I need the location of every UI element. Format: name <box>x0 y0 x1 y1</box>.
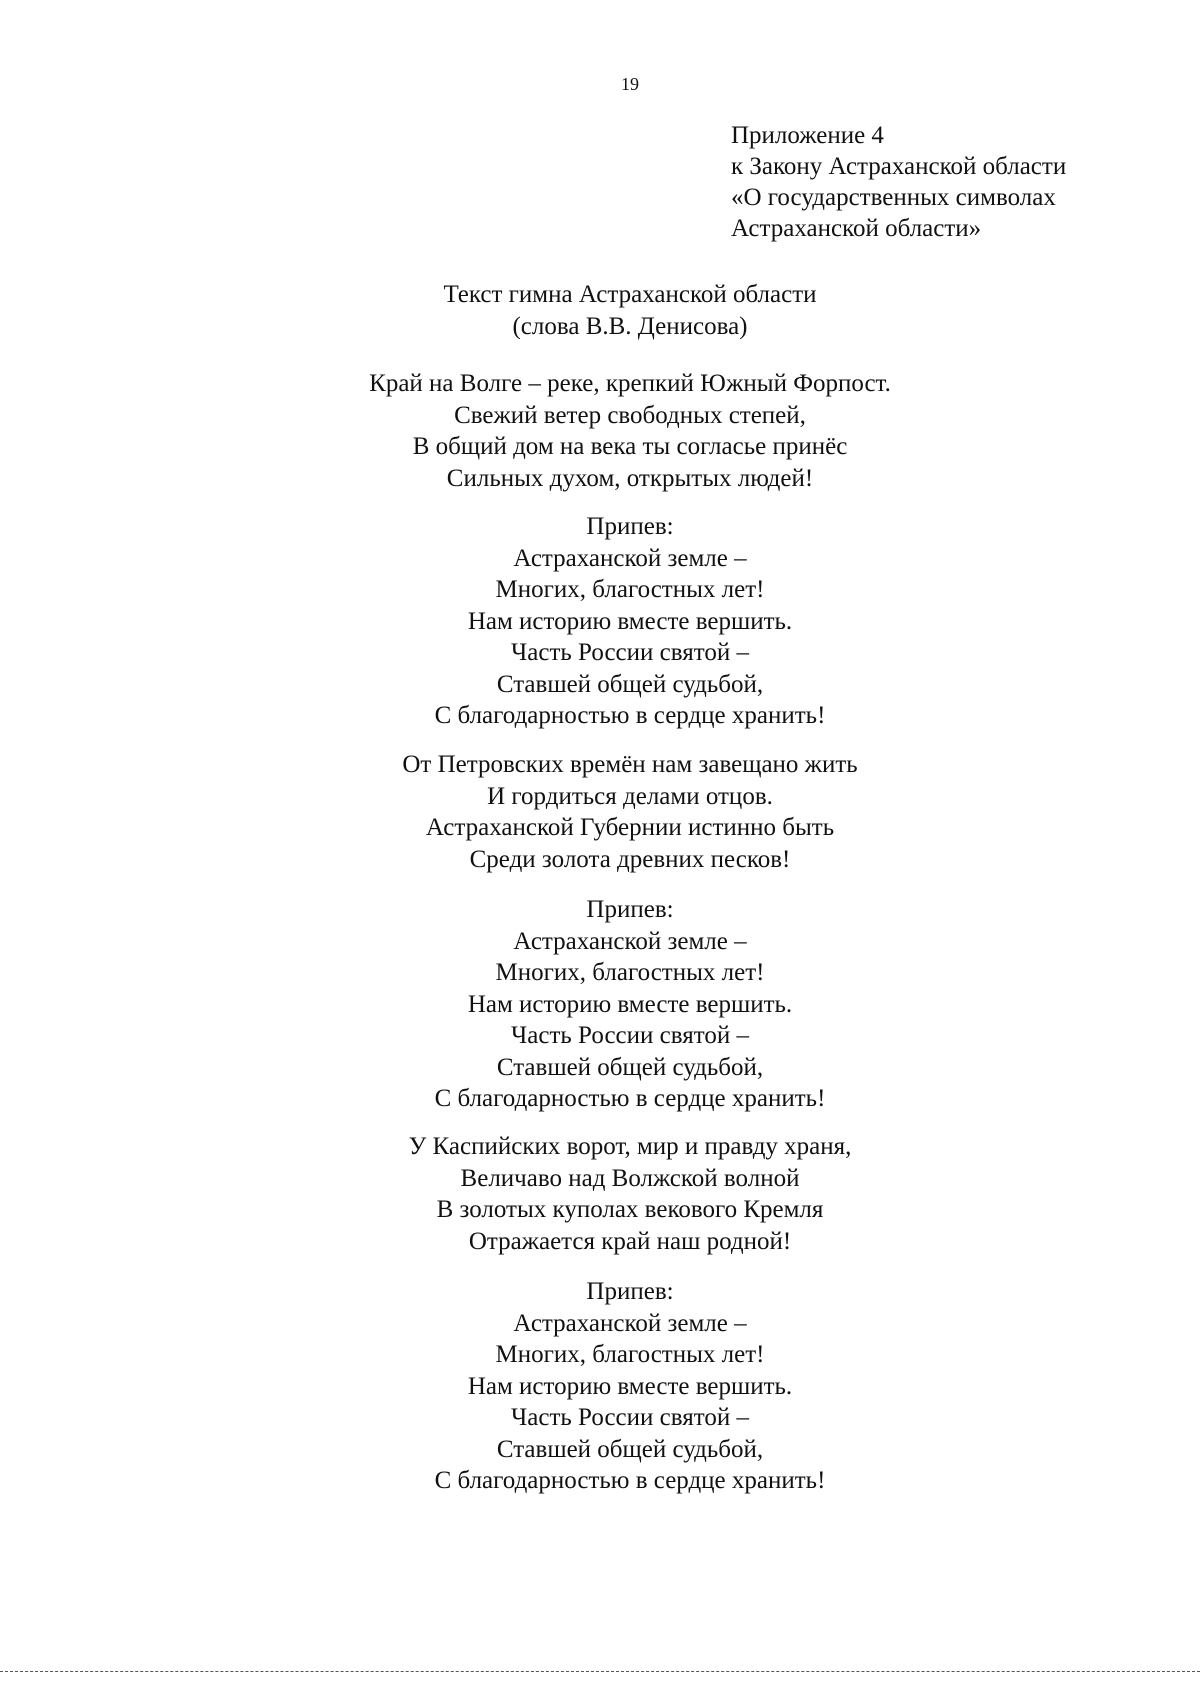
chorus-line: Ставшей общей судьбой, <box>496 1435 764 1463</box>
anthem-title <box>330 279 930 342</box>
chorus-2 <box>330 894 930 1115</box>
verse-line: Астраханской Губернии истинно быть <box>425 814 835 841</box>
verse-line: Отражается край наш родной! <box>468 1227 792 1255</box>
chorus-line: Нам историю вместе вершить. <box>467 1372 793 1400</box>
chorus-3 <box>330 1276 930 1497</box>
chorus-line: Астраханской земле – <box>513 927 747 955</box>
footer-divider <box>0 1671 1200 1672</box>
chorus-line: Ставшей общей судьбой, <box>496 1053 764 1081</box>
verse-line: В золотых куполах векового Кремля <box>436 1196 824 1223</box>
chorus-line: Ставшей общей судьбой, <box>496 670 764 698</box>
chorus-line: С благодарностью в сердце хранить! <box>434 702 826 729</box>
chorus-line: Часть России святой – <box>511 1022 749 1049</box>
appendix-note <box>731 120 1066 244</box>
verse-line: И гордиться делами отцов. <box>487 782 773 810</box>
verse-line: Свежий ветер свободных степей, <box>454 401 806 429</box>
verse-line: Среди золота древних песков! <box>469 845 791 873</box>
title-line: Текст гимна Астраханской области <box>443 281 817 308</box>
appendix-line: Приложение 4 <box>731 122 884 149</box>
chorus-1 <box>330 511 930 732</box>
chorus-line: Астраханской земле – <box>513 1309 747 1337</box>
chorus-line: Нам историю вместе вершить. <box>467 607 793 635</box>
chorus-line: Многих, благостных лет! <box>495 576 765 603</box>
verse-line: От Петровских времён нам завещано жить <box>402 751 858 778</box>
verse-2 <box>330 749 930 875</box>
chorus-line: Многих, благостных лет! <box>495 959 765 986</box>
chorus-line: С благодарностью в сердце хранить! <box>434 1085 826 1112</box>
verse-line: Величаво над Волжской волной <box>460 1164 800 1192</box>
chorus-line: Часть России святой – <box>511 1404 749 1431</box>
verse-3 <box>330 1131 930 1257</box>
chorus-line: Нам историю вместе вершить. <box>467 990 793 1018</box>
appendix-line: к Закону Астраханской области <box>731 153 1067 180</box>
verse-line: Сильных духом, открытых людей! <box>446 464 814 492</box>
chorus-line: С благодарностью в сердце хранить! <box>434 1467 826 1494</box>
chorus-line: Часть России святой – <box>511 639 749 666</box>
verse-1 <box>330 368 930 494</box>
subtitle-line: (слова В.В. Денисова) <box>512 312 748 340</box>
chorus-line: Многих, благостных лет! <box>495 1341 765 1368</box>
appendix-line: «О государственных символах <box>731 184 1056 211</box>
appendix-line: Астраханской области» <box>731 215 982 242</box>
page-number: 19 <box>621 74 639 94</box>
verse-line: В общий дом на века ты согласье принёс <box>412 433 848 460</box>
verse-line: У Каспийских ворот, мир и правду храня, <box>408 1133 852 1160</box>
chorus-heading: Припев: <box>586 1278 674 1305</box>
verse-line: Край на Волге – реке, крепкий Южный Форпост. <box>369 370 891 397</box>
chorus-heading: Припев: <box>586 896 674 923</box>
chorus-heading: Припев: <box>586 513 674 540</box>
chorus-line: Астраханской земле – <box>513 544 747 572</box>
